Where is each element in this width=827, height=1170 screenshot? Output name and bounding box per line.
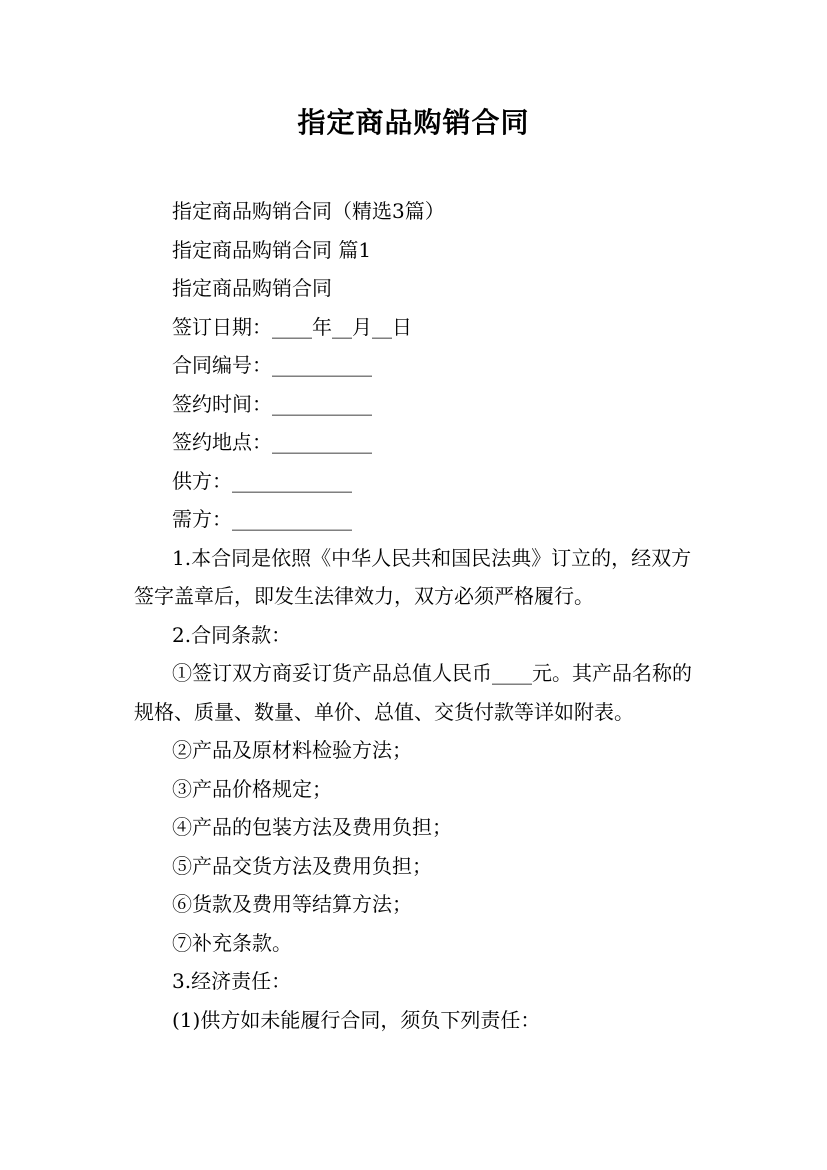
paragraph: 3.经济责任： xyxy=(172,969,292,993)
document-title: 指定商品购销合同 xyxy=(297,106,530,139)
paragraph: ①签订双方商妥订货产品总值人民币____元。其产品名称的规格、质量、数量、单价、总值、交货付款等详如附表。 xyxy=(134,661,692,724)
paragraph: ②产品及原材料检验方法； xyxy=(172,738,412,762)
paragraph: 2.合同条款： xyxy=(172,622,292,647)
document-body xyxy=(134,192,704,1039)
paragraph: ④产品的包装方法及费用负担； xyxy=(172,815,452,839)
paragraph: 合同编号：__________ xyxy=(172,353,372,377)
paragraph: 指定商品购销合同 xyxy=(172,276,332,300)
paragraph: 签约地点：__________ xyxy=(172,430,372,454)
paragraph: 需方：____________ xyxy=(172,507,352,531)
paragraph: 签订日期：____年__月__日 xyxy=(172,314,412,339)
paragraph: ⑤产品交货方法及费用负担； xyxy=(172,853,432,878)
paragraph: 指定商品购销合同（精选3篇） xyxy=(172,199,445,223)
paragraph: ⑦补充条款。 xyxy=(172,930,292,955)
paragraph: ③产品价格规定； xyxy=(172,776,332,801)
paragraph: 指定商品购销合同 篇1 xyxy=(172,237,372,262)
paragraph: 签约时间：__________ xyxy=(172,391,372,416)
paragraph: 1.本合同是依照《中华人民共和国民法典》订立的，经双方签字盖章后，即发生法律效力，双方必须严格履行。 xyxy=(134,545,692,608)
paragraph: ⑥货款及费用等结算方法； xyxy=(172,892,412,916)
paragraph: (1)供方如未能履行合同，须负下列责任： xyxy=(172,1007,541,1032)
paragraph: 供方：____________ xyxy=(172,468,352,493)
